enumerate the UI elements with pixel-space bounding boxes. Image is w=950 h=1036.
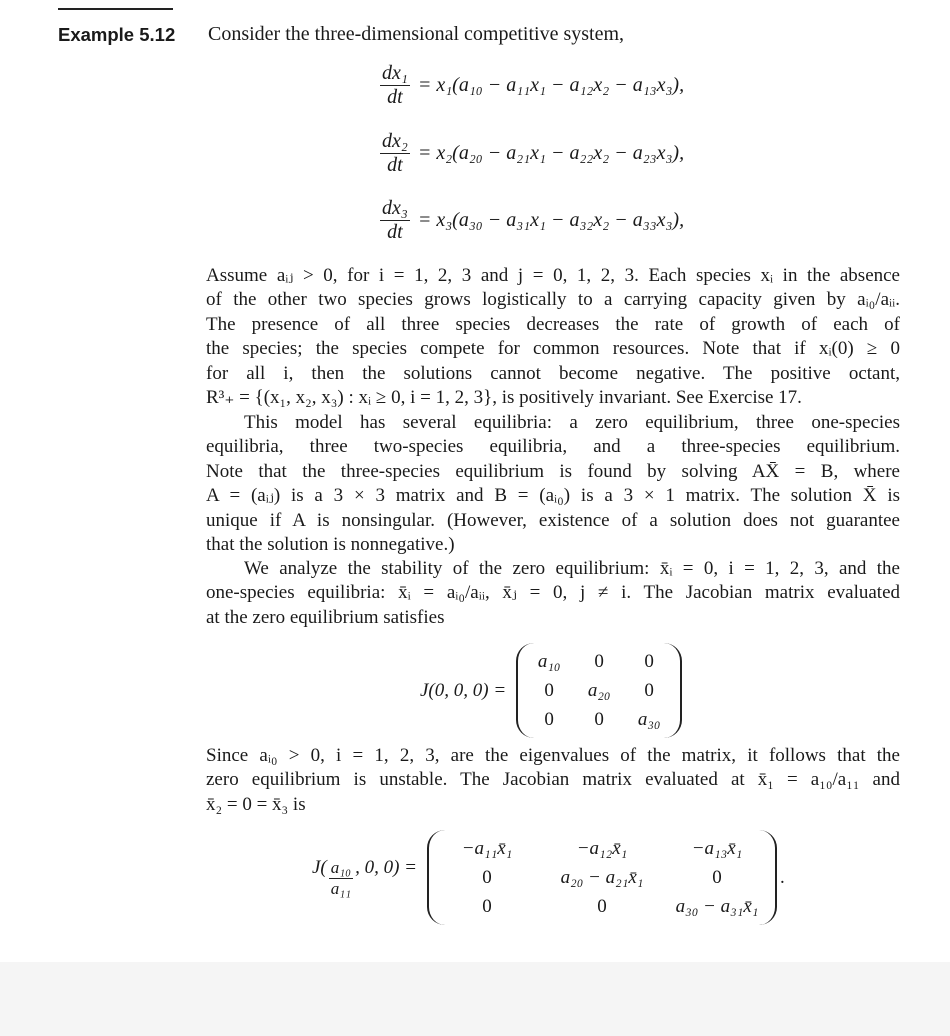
matrix-cell: a₂₀: [587, 680, 611, 701]
equation-rhs: = x₃(a₃₀ − a₃₁x₁ − a₃₂x₂ − a₃₃x₃),: [417, 209, 685, 231]
matrix-cell: 0: [644, 680, 654, 701]
derivative-fraction: $\frac{\text{dx₂}}{dt}$: [382, 130, 408, 176]
matrix: [427, 830, 777, 925]
equation-rhs: = x₁(a₁₀ − a₁₁x₁ − a₁₂x₂ − a₁₃x₃),: [417, 74, 685, 96]
matrix-cell: a₃₀ − a₃₁x̄₁: [675, 896, 759, 917]
matrix-label: J( $\frac{\text{a₁₀}}{\text{a₁₁}}$ , 0, 0) =: [312, 856, 417, 898]
matrix-cell: 0: [544, 709, 554, 730]
matrix-cell: 0: [482, 867, 492, 888]
derivative-fraction: $\frac{\text{dx₃}}{dt}$: [382, 197, 408, 243]
matrix-cell: 0: [482, 896, 492, 917]
example-rule: [58, 8, 173, 10]
jacobian-zero-equilibrium: [420, 643, 682, 738]
matrix-cell: a₂₀ − a₂₁x̄₁: [560, 867, 644, 888]
matrix-cell: −a₁₂x̄₁: [576, 838, 628, 859]
paragraph-zero-equilibrium: We analyze the stability of the zero equilibrium: x̄ᵢ = 0, i = 1, 2, 3, and the one-species equilibria: x̄ᵢ = aᵢ₀/aᵢᵢ, x̄ⱼ = 0, j ≠ i. The Jacobian matrix evaluated at the zero equilibrium satisfies: [206, 558, 900, 628]
paragraph-assumptions: Assume aᵢⱼ > 0, for i = 1, 2, 3 and j = 0, 1, 2, 3. Each species xᵢ in the absence of the other two species grows logistically to a carrying capacity given by aᵢ₀/aᵢᵢ. The presence of all three species decreases the rate of growth of each of the species; the species compete for common resources. Note that if xᵢ(0) ≥ 0 for all i, then the solutions cannot become negative. The positive octant, R³₊ = {(x₁, x₂, x₃) : xᵢ ≥ 0, i = 1, 2, 3}, is positively invariant. See Exercise 17.: [206, 265, 900, 409]
matrix-cell: 0: [594, 651, 604, 672]
intro-sentence: Consider the three-dimensional competitive system,: [208, 23, 625, 45]
equation-2: [380, 130, 684, 177]
matrix-label: J(0, 0, 0) =: [420, 679, 507, 701]
equation-rhs: = x₂(a₂₀ − a₂₁x₁ − a₂₂x₂ − a₂₃x₃),: [417, 142, 685, 164]
derivative-fraction: $\frac{\text{dx₁}}{dt}$: [382, 62, 408, 108]
matrix-cell: 0: [597, 896, 607, 917]
matrix-cell: 0: [712, 867, 722, 888]
matrix-cell: 0: [644, 651, 654, 672]
matrix: [516, 643, 682, 738]
matrix-cell: 0: [594, 709, 604, 730]
label-fraction: $\frac{\text{a₁₀}}{\text{a₁₁}}$: [330, 857, 352, 898]
matrix-cell: a₁₀: [537, 651, 561, 672]
matrix-cell: a₃₀: [637, 709, 661, 730]
example-label: Example 5.12: [58, 24, 176, 45]
paragraph-equilibria: This model has several equilibria: a zero equilibrium, three one-species equilibria, three two-species equilibria, and a three-species equilibrium. Note that the three-species equilibrium is found by solving AX̄ = B, where A = (aᵢⱼ) is a 3 × 3 matrix and B = (aᵢ₀) is a 3 × 1 matrix. The solution X̄ is unique if A is nonsingular. (However, existence of a solution does not guarantee that the solution is nonnegative.): [206, 412, 900, 556]
matrix-cell: −a₁₃x̄₁: [691, 838, 743, 859]
paragraph-unstable: Since aᵢ₀ > 0, i = 1, 2, 3, are the eigenvalues of the matrix, it follows that the zero equilibrium is unstable. The Jacobian matrix evaluated at x̄₁ = a₁₀/a₁₁ and x̄₂ = 0 = x̄₃ is: [206, 745, 900, 815]
matrix-cell: 0: [544, 680, 554, 701]
matrix-cell: −a₁₁x̄₁: [461, 838, 513, 859]
trailing-period: .: [780, 866, 785, 888]
equation-1: [380, 62, 684, 109]
equation-3: [380, 197, 684, 244]
jacobian-one-species-equilibrium: [312, 830, 785, 925]
